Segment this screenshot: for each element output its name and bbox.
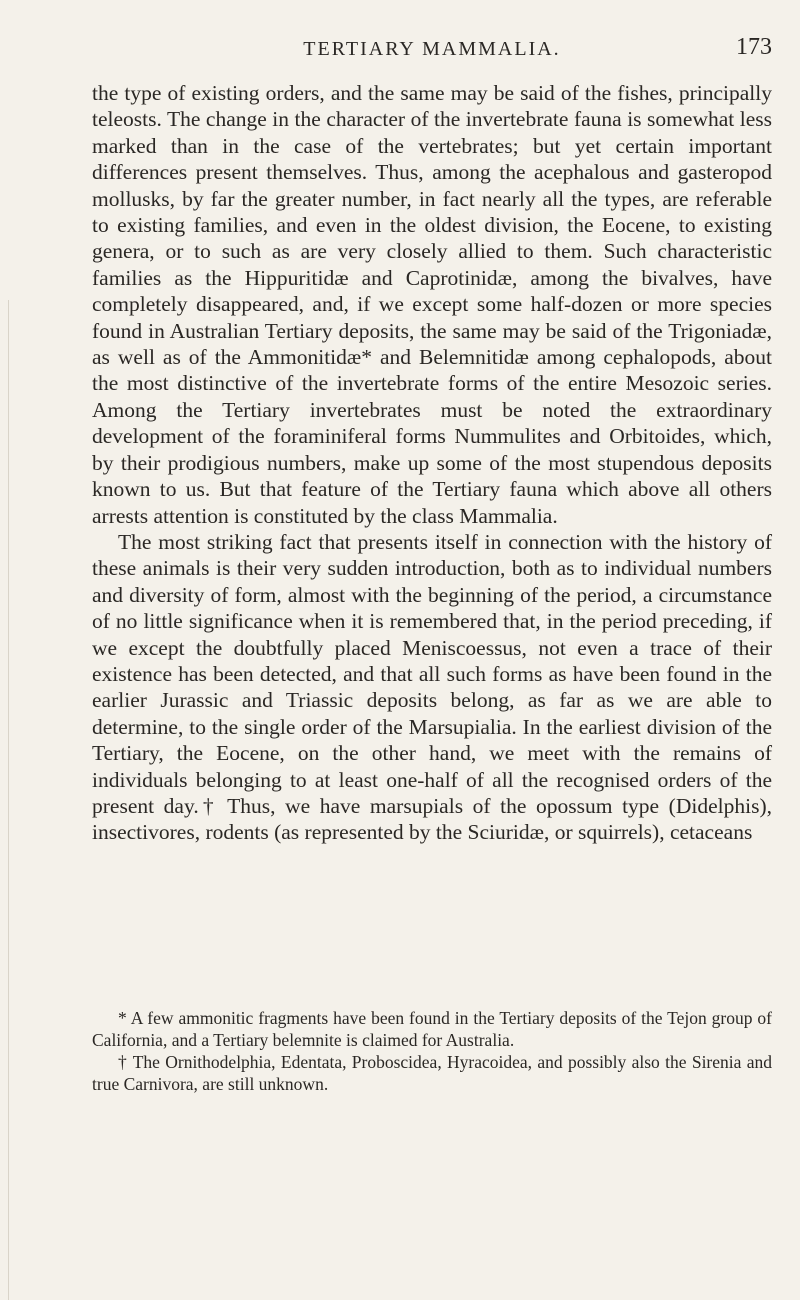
footnotes — [92, 1007, 772, 1095]
body-text — [92, 80, 772, 846]
footnote-orders: † The Ornithodelphia, Edentata, Proboscidea, Hyracoidea, and possibly also the Sirenia and true Carnivora, are still unknown. — [92, 1052, 772, 1094]
page-edge-shadow — [8, 300, 9, 1300]
page-number: 173 — [736, 34, 772, 60]
running-head: TERTIARY MAMMALIA. — [303, 38, 561, 60]
page-header — [92, 32, 772, 72]
paragraph-continued: the type of existing orders, and the same may be said of the fishes, principally teleosts. The change in the character of the invertebrate fauna is somewhat less marked than in the case of the vertebrates; but yet certain important differences present themselves. Thus, among the acephalous and gasteropod mollusks, by far the greater number, in fact nearly all the types, are referable to existing families, and even in the oldest division, the Eocene, to existing genera, or to such as are very closely allied to them. Such characteristic families as the Hippuritidæ and Caprotinidæ, among the bivalves, have completely disappeared, and, if we except some half-dozen or more species found in Australian Tertiary deposits, the same may be said of the Trigoniadæ, as well as of the Ammonitidæ* and Belemnitidæ among cephalopods, about the most distinctive of the invertebrate forms of the entire Mesozoic series. Among the Tertiary invertebrates must be noted the extraordinary development of the foraminiferal forms Nummulites and Orbitoides, which, by their prodigious numbers, make up some of the most stupendous deposits known to us. But that feature of the Tertiary fauna which above all others arrests attention is constituted by the class Mammalia. — [92, 81, 772, 528]
footnote-ammonites: * A few ammonitic fragments have been found in the Tertiary deposits of the Tejon group of California, and a Tertiary belemnite is claimed for Australia. — [92, 1008, 772, 1050]
paragraph: The most striking fact that presents itself in connection with the history of these animals is their very sudden introduction, both as to individual numbers and diversity of form, almost with the beginning of the period, a circumstance of no little significance when it is remembered that, in the period preceding, if we except the doubtfully placed Meniscoessus, not even a trace of their existence has been detected, and that all such forms as have been found in the earlier Jurassic and Triassic deposits belong, as far as we are able to determine, to the single order of the Marsupialia. In the earliest division of the Tertiary, the Eocene, on the other hand, we meet with the remains of individuals belonging to at least one-half of all the recognised orders of the present day.† Thus, we have marsupials of the opossum type (Didelphis), insectivores, rodents (as represented by the Sciuridæ, or squirrels), cetaceans — [92, 529, 772, 845]
